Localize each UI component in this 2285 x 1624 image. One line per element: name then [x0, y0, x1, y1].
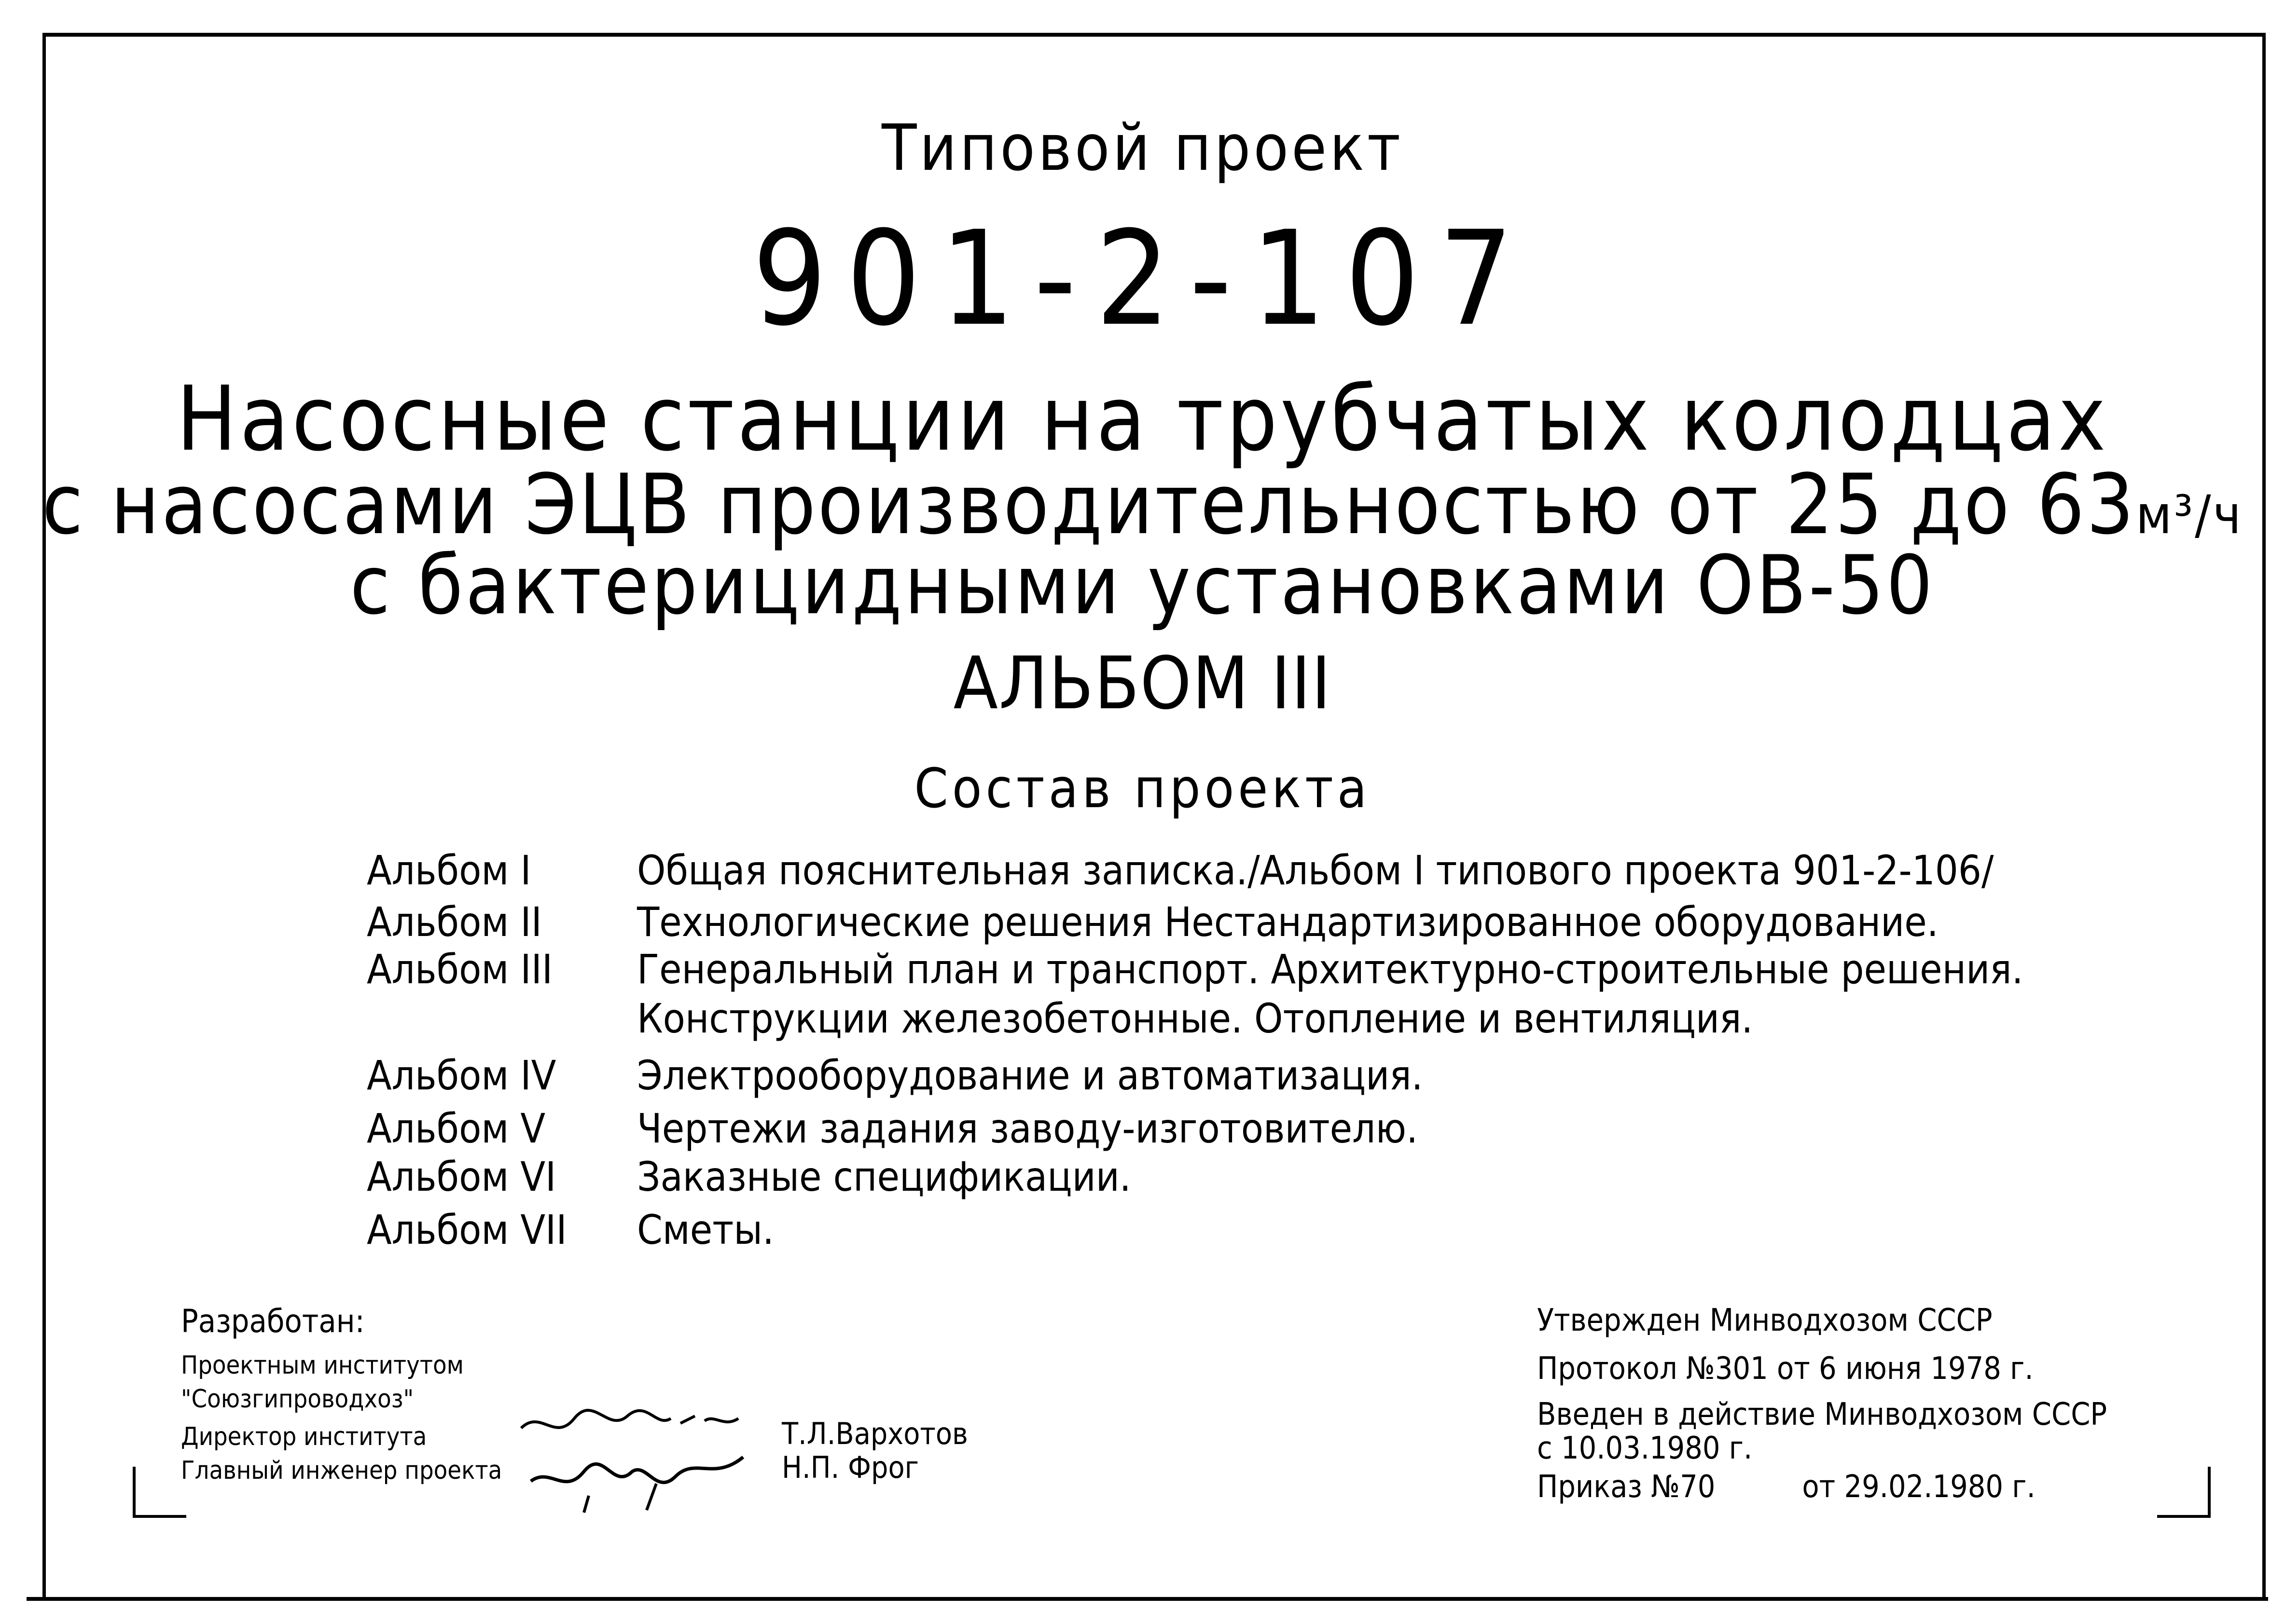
enactment-date: с 10.03.1980 г. [1537, 1431, 1753, 1466]
album-label: Альбом IV [367, 1052, 556, 1099]
album-description: Генеральный план и транспорт. Архитектурно-строительные решения. [637, 946, 2023, 993]
order-date: от 29.02.1980 г. [1802, 1469, 2036, 1505]
handwritten-signatures [512, 1399, 762, 1515]
composition-heading: Состав проекта [914, 757, 1371, 820]
order-line [1537, 1469, 2036, 1505]
composition-row [367, 946, 2023, 993]
album-description: Заказные спецификации. [637, 1153, 1131, 1200]
album-description: Сметы. [637, 1206, 774, 1253]
album-label: Альбом V [367, 1105, 546, 1152]
album-description: Технологические решения Нестандартизированное оборудование. [637, 898, 1939, 946]
title-line-2-unit: м³/ч [2135, 484, 2243, 546]
frame-bottom-border [27, 1597, 2268, 1601]
developer-heading: Разработан: [181, 1303, 365, 1340]
corner-mark-bottom-left [133, 1467, 186, 1518]
album-description: Электрооборудование и автоматизация. [637, 1052, 1423, 1099]
corner-mark-bottom-right [2157, 1467, 2211, 1518]
album-label: Альбом III [367, 946, 553, 993]
project-number: 901-2-107 [752, 203, 1533, 355]
album-label: Альбом VI [367, 1153, 556, 1200]
album-description: Общая пояснительная записка./Альбом I типового проекта 901-2-106/ [637, 847, 1994, 894]
album-label: Альбом VII [367, 1206, 567, 1253]
album-description: Конструкции железобетонные. Отопление и вентиляция. [637, 995, 1753, 1042]
album-label: Альбом I [367, 847, 531, 894]
enactment-line: Введен в действие Минводхозом СССР [1537, 1397, 2107, 1432]
approval-line: Утвержден Минводхозом СССР [1537, 1303, 1993, 1338]
composition-row [367, 1052, 1423, 1099]
chief-engineer-title: Главный инженер проекта [181, 1456, 502, 1485]
title-line-3: с бактерицидными установками ОВ-50 [350, 538, 1935, 633]
composition-row [367, 1206, 774, 1253]
protocol-line: Протокол №301 от 6 июня 1978 г. [1537, 1351, 2034, 1387]
frame-top-border [42, 33, 2262, 37]
album-heading: АЛЬБОМ III [953, 642, 1332, 726]
album-description: Чертежи задания заводу-изготовителю. [637, 1105, 1418, 1152]
developer-institute-name: "Союзгипроводхоз" [181, 1385, 414, 1414]
composition-row [367, 847, 1994, 894]
director-title: Директор института [181, 1422, 427, 1451]
order-number: Приказ №70 [1537, 1469, 1716, 1505]
title-line-2-text: с насосами ЭЦВ производительностью от 25 до 63 [42, 456, 2136, 553]
project-kind: Типовой проект [881, 111, 1404, 185]
chief-engineer-name: Н.П. Фрог [782, 1450, 919, 1485]
album-label: Альбом II [367, 898, 542, 946]
director-name: Т.Л.Вархотов [782, 1416, 968, 1451]
composition-row [367, 1153, 1131, 1200]
composition-row [367, 1105, 1418, 1152]
composition-row-continuation [367, 995, 1753, 1042]
composition-row [367, 898, 1939, 946]
developer-institute-line: Проектным институтом [181, 1351, 464, 1380]
title-line-1: Насосные станции на трубчатых колодцах [176, 367, 2109, 471]
